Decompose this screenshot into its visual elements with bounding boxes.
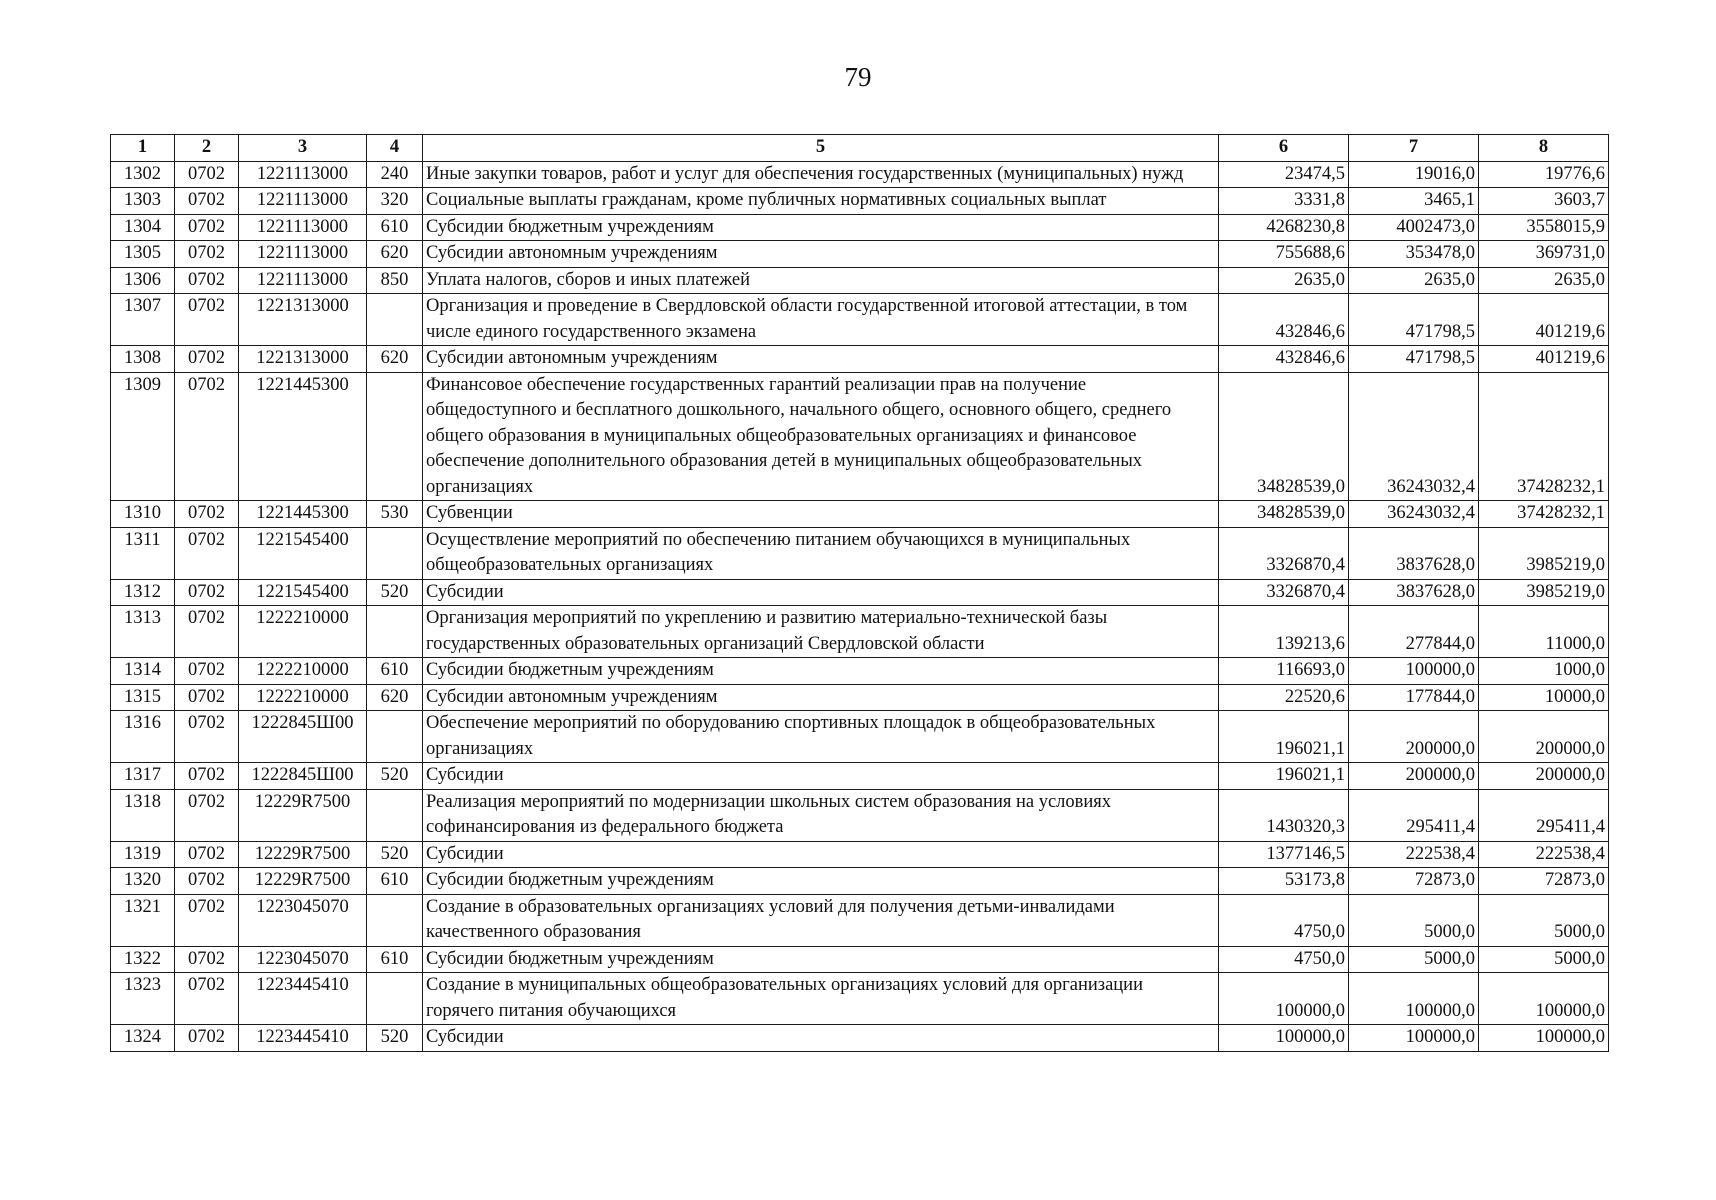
table-row [111,527,1609,579]
row-number-cell: 1314 [111,658,175,685]
table-row [111,267,1609,294]
section-code-cell: 0702 [175,294,239,346]
expense-type-cell [367,973,423,1025]
budget-table [110,134,1609,1052]
amount-col7-cell: 200000,0 [1349,711,1479,763]
expense-type-cell: 620 [367,684,423,711]
row-number-cell: 1319 [111,841,175,868]
target-code-cell: 12229R7500 [239,789,367,841]
section-code-cell: 0702 [175,214,239,241]
section-code-cell: 0702 [175,841,239,868]
table-row [111,973,1609,1025]
amount-col6-cell: 22520,6 [1219,684,1349,711]
target-code-cell: 1221113000 [239,214,367,241]
row-number-cell: 1315 [111,684,175,711]
amount-col7-cell: 3837628,0 [1349,579,1479,606]
target-code-cell: 1221545400 [239,579,367,606]
amount-col8-cell: 37428232,1 [1479,501,1609,528]
table-row [111,894,1609,946]
amount-col6-cell: 116693,0 [1219,658,1349,685]
table-row [111,606,1609,658]
table-row [111,346,1609,373]
target-code-cell: 1223045070 [239,894,367,946]
row-number-cell: 1323 [111,973,175,1025]
row-number-cell: 1303 [111,188,175,215]
row-number-cell: 1322 [111,946,175,973]
expense-type-cell: 520 [367,763,423,790]
row-number-cell: 1311 [111,527,175,579]
amount-col7-cell: 177844,0 [1349,684,1479,711]
amount-col6-cell: 1430320,3 [1219,789,1349,841]
row-number-cell: 1305 [111,241,175,268]
amount-col7-cell: 72873,0 [1349,868,1479,895]
page-number: 79 [844,62,872,92]
amount-col6-cell: 139213,6 [1219,606,1349,658]
amount-col7-cell: 4002473,0 [1349,214,1479,241]
amount-col6-cell: 4750,0 [1219,894,1349,946]
row-number-cell: 1302 [111,161,175,188]
amount-col8-cell: 1000,0 [1479,658,1609,685]
amount-col8-cell: 2635,0 [1479,267,1609,294]
amount-col7-cell: 36243032,4 [1349,372,1479,501]
description-cell: Реализация мероприятий по модернизации школьных систем образования на условиях софинансирования из федерального бюджета [423,789,1219,841]
table-row [111,161,1609,188]
description-cell: Субсидии [423,1025,1219,1052]
expense-type-cell: 320 [367,188,423,215]
amount-col7-cell: 471798,5 [1349,294,1479,346]
row-number-cell: 1310 [111,501,175,528]
expense-type-cell: 610 [367,214,423,241]
amount-col6-cell: 3326870,4 [1219,527,1349,579]
amount-col7-cell: 471798,5 [1349,346,1479,373]
amount-col7-cell: 2635,0 [1349,267,1479,294]
amount-col8-cell: 100000,0 [1479,1025,1609,1052]
expense-type-cell: 620 [367,346,423,373]
amount-col6-cell: 2635,0 [1219,267,1349,294]
target-code-cell: 1221113000 [239,267,367,294]
description-cell: Субсидии [423,841,1219,868]
table-row [111,763,1609,790]
row-number-cell: 1312 [111,579,175,606]
table-row [111,711,1609,763]
target-code-cell: 1223445410 [239,1025,367,1052]
amount-col8-cell: 401219,6 [1479,294,1609,346]
row-number-cell: 1309 [111,372,175,501]
amount-col7-cell: 36243032,4 [1349,501,1479,528]
description-cell: Субсидии [423,579,1219,606]
table-row [111,188,1609,215]
row-number-cell: 1307 [111,294,175,346]
amount-col8-cell: 200000,0 [1479,763,1609,790]
amount-col8-cell: 19776,6 [1479,161,1609,188]
target-code-cell: 1221113000 [239,161,367,188]
column-header: 6 [1219,135,1349,162]
section-code-cell: 0702 [175,684,239,711]
table-row [111,868,1609,895]
column-header: 1 [111,135,175,162]
description-cell: Иные закупки товаров, работ и услуг для обеспечения государственных (муниципальных) нужд [423,161,1219,188]
expense-type-cell [367,527,423,579]
table-row [111,294,1609,346]
amount-col6-cell: 3331,8 [1219,188,1349,215]
amount-col7-cell: 100000,0 [1349,1025,1479,1052]
section-code-cell: 0702 [175,1025,239,1052]
table-row [111,1025,1609,1052]
target-code-cell: 1222210000 [239,606,367,658]
amount-col6-cell: 432846,6 [1219,294,1349,346]
table-row [111,501,1609,528]
amount-col6-cell: 100000,0 [1219,1025,1349,1052]
amount-col7-cell: 200000,0 [1349,763,1479,790]
section-code-cell: 0702 [175,711,239,763]
amount-col8-cell: 5000,0 [1479,946,1609,973]
amount-col6-cell: 196021,1 [1219,711,1349,763]
description-cell: Субсидии бюджетным учреждениям [423,658,1219,685]
section-code-cell: 0702 [175,501,239,528]
section-code-cell: 0702 [175,606,239,658]
section-code-cell: 0702 [175,267,239,294]
target-code-cell: 1221445300 [239,501,367,528]
target-code-cell: 1222845Ш00 [239,763,367,790]
table-row [111,946,1609,973]
section-code-cell: 0702 [175,188,239,215]
amount-col6-cell: 196021,1 [1219,763,1349,790]
description-cell: Субсидии бюджетным учреждениям [423,214,1219,241]
amount-col8-cell: 3985219,0 [1479,527,1609,579]
row-number-cell: 1306 [111,267,175,294]
target-code-cell: 1223445410 [239,973,367,1025]
column-header: 7 [1349,135,1479,162]
amount-col8-cell: 295411,4 [1479,789,1609,841]
table-row [111,241,1609,268]
amount-col7-cell: 100000,0 [1349,973,1479,1025]
section-code-cell: 0702 [175,973,239,1025]
expense-type-cell: 520 [367,579,423,606]
description-cell: Осуществление мероприятий по обеспечению питанием обучающихся в муниципальных общеобразовательных организациях [423,527,1219,579]
amount-col7-cell: 19016,0 [1349,161,1479,188]
description-cell: Создание в образовательных организациях условий для получения детьми-инвалидами качественного образования [423,894,1219,946]
table-row [111,789,1609,841]
description-cell: Субвенции [423,501,1219,528]
target-code-cell: 1221545400 [239,527,367,579]
amount-col7-cell: 222538,4 [1349,841,1479,868]
amount-col7-cell: 3837628,0 [1349,527,1479,579]
table-body [111,161,1609,1051]
amount-col8-cell: 401219,6 [1479,346,1609,373]
target-code-cell: 12229R7500 [239,868,367,895]
amount-col7-cell: 5000,0 [1349,894,1479,946]
section-code-cell: 0702 [175,868,239,895]
row-number-cell: 1324 [111,1025,175,1052]
table-row [111,214,1609,241]
description-cell: Субсидии автономным учреждениям [423,684,1219,711]
expense-type-cell: 240 [367,161,423,188]
amount-col8-cell: 222538,4 [1479,841,1609,868]
section-code-cell: 0702 [175,527,239,579]
table-row [111,579,1609,606]
amount-col8-cell: 369731,0 [1479,241,1609,268]
expense-type-cell: 850 [367,267,423,294]
column-header: 5 [423,135,1219,162]
table-row [111,841,1609,868]
amount-col7-cell: 353478,0 [1349,241,1479,268]
description-cell: Организация мероприятий по укреплению и развитию материально-технической базы государственных образовательных организаций Свердловской области [423,606,1219,658]
description-cell: Организация и проведение в Свердловской области государственной итоговой аттестации, в том числе единого государственного экзамена [423,294,1219,346]
description-cell: Субсидии автономным учреждениям [423,346,1219,373]
expense-type-cell: 520 [367,1025,423,1052]
amount-col6-cell: 4268230,8 [1219,214,1349,241]
amount-col7-cell: 295411,4 [1349,789,1479,841]
amount-col6-cell: 4750,0 [1219,946,1349,973]
column-header: 3 [239,135,367,162]
amount-col8-cell: 3558015,9 [1479,214,1609,241]
target-code-cell: 1222210000 [239,684,367,711]
section-code-cell: 0702 [175,579,239,606]
amount-col6-cell: 1377146,5 [1219,841,1349,868]
section-code-cell: 0702 [175,658,239,685]
expense-type-cell [367,606,423,658]
amount-col8-cell: 5000,0 [1479,894,1609,946]
amount-col8-cell: 72873,0 [1479,868,1609,895]
table-header-row [111,135,1609,162]
amount-col6-cell: 34828539,0 [1219,372,1349,501]
description-cell: Субсидии автономным учреждениям [423,241,1219,268]
section-code-cell: 0702 [175,894,239,946]
expense-type-cell: 610 [367,658,423,685]
row-number-cell: 1308 [111,346,175,373]
amount-col6-cell: 53173,8 [1219,868,1349,895]
expense-type-cell: 530 [367,501,423,528]
expense-type-cell: 610 [367,946,423,973]
description-cell: Социальные выплаты гражданам, кроме публичных нормативных социальных выплат [423,188,1219,215]
table-row [111,658,1609,685]
amount-col6-cell: 432846,6 [1219,346,1349,373]
description-cell: Финансовое обеспечение государственных гарантий реализации прав на получение общедоступного и бесплатного дошкольного, начального общего, основного общего, среднего общего образования в муниципальных общеобразовательных организациях и финансовое обеспечение дополнительного образования детей в муниципальных общеобразовательных организациях [423,372,1219,501]
section-code-cell: 0702 [175,763,239,790]
expense-type-cell: 620 [367,241,423,268]
target-code-cell: 12229R7500 [239,841,367,868]
amount-col8-cell: 3985219,0 [1479,579,1609,606]
expense-type-cell: 610 [367,868,423,895]
description-cell: Создание в муниципальных общеобразовательных организациях условий для организации горячего питания обучающихся [423,973,1219,1025]
amount-col7-cell: 5000,0 [1349,946,1479,973]
table-row [111,684,1609,711]
section-code-cell: 0702 [175,241,239,268]
amount-col6-cell: 100000,0 [1219,973,1349,1025]
section-code-cell: 0702 [175,346,239,373]
description-cell: Субсидии бюджетным учреждениям [423,868,1219,895]
target-code-cell: 1222210000 [239,658,367,685]
column-header: 4 [367,135,423,162]
amount-col8-cell: 100000,0 [1479,973,1609,1025]
amount-col6-cell: 23474,5 [1219,161,1349,188]
target-code-cell: 1221313000 [239,294,367,346]
expense-type-cell [367,789,423,841]
expense-type-cell [367,894,423,946]
description-cell: Субсидии бюджетным учреждениям [423,946,1219,973]
target-code-cell: 1221113000 [239,188,367,215]
column-header: 2 [175,135,239,162]
expense-type-cell [367,711,423,763]
row-number-cell: 1313 [111,606,175,658]
row-number-cell: 1316 [111,711,175,763]
description-cell: Субсидии [423,763,1219,790]
amount-col8-cell: 10000,0 [1479,684,1609,711]
amount-col8-cell: 37428232,1 [1479,372,1609,501]
target-code-cell: 1221113000 [239,241,367,268]
amount-col7-cell: 277844,0 [1349,606,1479,658]
target-code-cell: 1221313000 [239,346,367,373]
description-cell: Уплата налогов, сборов и иных платежей [423,267,1219,294]
expense-type-cell [367,294,423,346]
target-code-cell: 1221445300 [239,372,367,501]
row-number-cell: 1318 [111,789,175,841]
row-number-cell: 1317 [111,763,175,790]
section-code-cell: 0702 [175,789,239,841]
amount-col8-cell: 11000,0 [1479,606,1609,658]
amount-col6-cell: 3326870,4 [1219,579,1349,606]
amount-col6-cell: 34828539,0 [1219,501,1349,528]
row-number-cell: 1320 [111,868,175,895]
table-row [111,372,1609,501]
row-number-cell: 1321 [111,894,175,946]
amount-col8-cell: 200000,0 [1479,711,1609,763]
section-code-cell: 0702 [175,161,239,188]
amount-col7-cell: 3465,1 [1349,188,1479,215]
amount-col7-cell: 100000,0 [1349,658,1479,685]
expense-type-cell [367,372,423,501]
section-code-cell: 0702 [175,372,239,501]
section-code-cell: 0702 [175,946,239,973]
column-header: 8 [1479,135,1609,162]
expense-type-cell: 520 [367,841,423,868]
target-code-cell: 1223045070 [239,946,367,973]
target-code-cell: 1222845Ш00 [239,711,367,763]
row-number-cell: 1304 [111,214,175,241]
description-cell: Обеспечение мероприятий по оборудованию спортивных площадок в общеобразовательных организациях [423,711,1219,763]
amount-col8-cell: 3603,7 [1479,188,1609,215]
amount-col6-cell: 755688,6 [1219,241,1349,268]
